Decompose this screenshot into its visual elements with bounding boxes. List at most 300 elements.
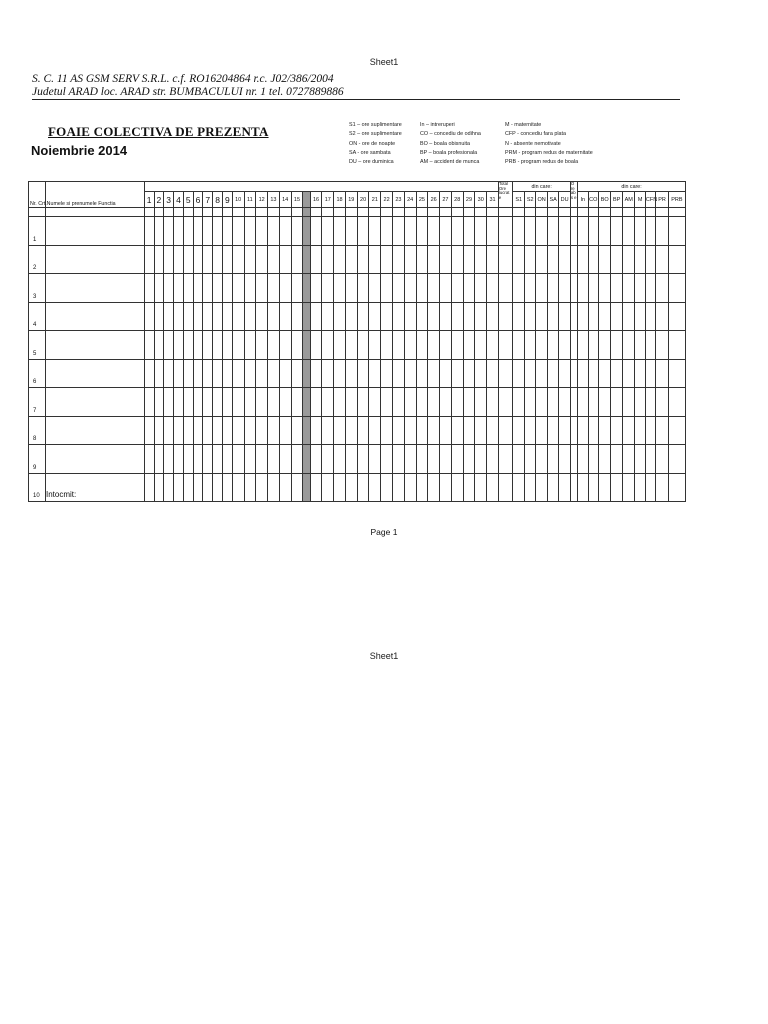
grid-cell [203, 445, 213, 474]
grid-cell [428, 388, 440, 417]
grid-cell [578, 473, 588, 502]
grid-cell [536, 416, 547, 445]
grid-cell [279, 274, 291, 303]
grid-cell [598, 473, 611, 502]
grid-cell [404, 331, 416, 360]
grid-cell [656, 445, 669, 474]
grid-cell [268, 388, 280, 417]
grid-cell [416, 388, 428, 417]
grid-cell [611, 359, 622, 388]
grid-cell [369, 331, 381, 360]
grid-cell [232, 302, 244, 331]
grid-cell [144, 245, 154, 274]
grid-cell [256, 473, 268, 502]
grid-cell [451, 388, 463, 417]
grid-cell [154, 208, 164, 217]
grid-cell [345, 445, 357, 474]
grid-cell [268, 208, 280, 217]
grid-cell [345, 274, 357, 303]
grid-cell [547, 274, 558, 303]
grid-cell [244, 302, 256, 331]
grid-cell [475, 208, 487, 217]
row-number: 3 [29, 274, 46, 303]
grid-cell [310, 416, 322, 445]
table-row [29, 416, 686, 445]
grid-cell [164, 416, 174, 445]
grid-cell [345, 208, 357, 217]
grid-cell [668, 331, 685, 360]
grid-cell [570, 388, 577, 417]
grid-cell [203, 388, 213, 417]
day-header: 11 [244, 192, 256, 208]
grid-cell [291, 274, 303, 303]
legend-column-3 [505, 121, 593, 167]
grid-cell [547, 416, 558, 445]
day-header: 20 [357, 192, 369, 208]
grid-cell [524, 473, 535, 502]
absence-header: CFN [645, 192, 655, 208]
grid-cell [463, 473, 475, 502]
grid-cell [154, 274, 164, 303]
day-header: 19 [345, 192, 357, 208]
grid-cell [513, 331, 524, 360]
legend-item: CFP - concediu fara plata [505, 131, 567, 138]
grid-cell [268, 217, 280, 246]
grid-cell [513, 217, 524, 246]
grid-cell [559, 302, 570, 331]
grid-cell [463, 302, 475, 331]
grid-cell [524, 388, 535, 417]
grid-cell [154, 359, 164, 388]
grid-cell [369, 416, 381, 445]
grid-cell [559, 473, 570, 502]
grid-cell [154, 388, 164, 417]
day-header: 28 [451, 192, 463, 208]
grid-cell [203, 217, 213, 246]
grid-cell [463, 445, 475, 474]
grid-cell [611, 217, 622, 246]
grid-cell [598, 416, 611, 445]
legend-item: S2 – ore suplimentare [349, 131, 402, 138]
grid-cell [369, 302, 381, 331]
grid-cell [322, 331, 334, 360]
grid-cell [416, 445, 428, 474]
day-header: 5 [183, 192, 193, 208]
grid-cell [164, 445, 174, 474]
grid-cell [645, 416, 655, 445]
legend-item: BP – boala profesionala [420, 149, 478, 156]
grid-cell [393, 359, 405, 388]
day-header: 26 [428, 192, 440, 208]
grid-cell [513, 416, 524, 445]
grid-cell [635, 473, 645, 502]
grid-cell [598, 217, 611, 246]
grid-cell [498, 302, 513, 331]
grid-cell [559, 331, 570, 360]
grid-cell [222, 302, 232, 331]
grid-cell [213, 359, 223, 388]
grid-cell [291, 208, 303, 217]
grid-cell [622, 359, 635, 388]
grid-cell [656, 388, 669, 417]
day-header: 1 [144, 192, 154, 208]
legend-item: M - maternitate [505, 122, 542, 128]
grid-cell [213, 208, 223, 217]
grid-cell [487, 208, 499, 217]
day-header: 29 [463, 192, 475, 208]
grid-cell [498, 445, 513, 474]
grid-cell [578, 445, 588, 474]
grid-cell [547, 217, 558, 246]
grid-cell [183, 416, 193, 445]
grid-cell [256, 245, 268, 274]
grid-cell [183, 302, 193, 331]
grid-cell [475, 217, 487, 246]
column-header-overtime-group: din care: [513, 182, 570, 192]
grid-cell [193, 217, 203, 246]
grid-cell [213, 473, 223, 502]
grid-cell [164, 473, 174, 502]
day-header: 22 [381, 192, 393, 208]
day-header: 4 [174, 192, 184, 208]
grid-cell [440, 416, 452, 445]
grid-cell [193, 473, 203, 502]
grid-cell [668, 217, 685, 246]
grid-cell [656, 359, 669, 388]
grid-cell [656, 274, 669, 303]
grid-cell [487, 416, 499, 445]
grid-cell [668, 302, 685, 331]
grid-cell [345, 416, 357, 445]
absence-header: BP [611, 192, 622, 208]
grid-cell [222, 473, 232, 502]
grid-cell [144, 331, 154, 360]
grid-cell [144, 302, 154, 331]
grid-cell [222, 217, 232, 246]
overtime-header: DU [559, 192, 570, 208]
grid-cell [559, 274, 570, 303]
grid-cell [322, 473, 334, 502]
grid-cell [381, 331, 393, 360]
grid-cell [498, 331, 513, 360]
grid-cell [498, 388, 513, 417]
grid-cell [498, 245, 513, 274]
grid-cell [513, 245, 524, 274]
day-header: 10 [232, 192, 244, 208]
grid-cell [611, 245, 622, 274]
grid-cell [193, 416, 203, 445]
table-row [29, 388, 686, 417]
grid-cell [222, 331, 232, 360]
grid-cell [381, 359, 393, 388]
legend-item: N - absente nemotivate [505, 140, 561, 147]
grid-cell [222, 445, 232, 474]
grid-cell [570, 274, 577, 303]
grid-cell [268, 245, 280, 274]
grid-cell [322, 274, 334, 303]
grid-cell [345, 245, 357, 274]
grid-cell [645, 274, 655, 303]
grid-cell [357, 274, 369, 303]
grid-cell [381, 473, 393, 502]
grid-cell [440, 208, 452, 217]
grid-cell [322, 388, 334, 417]
grid-cell [29, 208, 46, 217]
row-number: 6 [29, 359, 46, 388]
grid-cell [656, 331, 669, 360]
legend-item: PRM - program redus de maternitate [505, 149, 593, 156]
grid-cell [193, 445, 203, 474]
grid-cell [203, 331, 213, 360]
grid-cell [656, 302, 669, 331]
grid-cell [547, 302, 558, 331]
day-header: 9 [222, 192, 232, 208]
grid-cell [369, 245, 381, 274]
legend-item: BO – boala obisnuita [420, 140, 471, 147]
grid-cell [222, 359, 232, 388]
grid-cell [536, 331, 547, 360]
grid-cell [222, 388, 232, 417]
grid-cell [428, 208, 440, 217]
day-header: 14 [279, 192, 291, 208]
grid-cell [487, 302, 499, 331]
grid-cell [310, 445, 322, 474]
grid-cell [291, 217, 303, 246]
grid-cell [256, 359, 268, 388]
day-header: 13 [268, 192, 280, 208]
day-header: 18 [334, 192, 346, 208]
grid-cell [144, 473, 154, 502]
grid-cell [154, 245, 164, 274]
grid-cell [668, 274, 685, 303]
grid-cell [547, 245, 558, 274]
grid-cell [524, 331, 535, 360]
grid-cell [536, 473, 547, 502]
grid-cell [598, 445, 611, 474]
grid-cell [357, 331, 369, 360]
grid-cell [322, 302, 334, 331]
grid-cell [334, 208, 346, 217]
separator-column [303, 388, 310, 417]
row-number: 10 [29, 473, 46, 502]
grid-cell [268, 331, 280, 360]
separator-column [303, 473, 310, 502]
grid-cell [369, 445, 381, 474]
grid-cell [244, 416, 256, 445]
grid-cell [578, 359, 588, 388]
grid-cell [416, 331, 428, 360]
grid-cell [183, 388, 193, 417]
grid-cell [559, 388, 570, 417]
grid-cell [440, 245, 452, 274]
grid-cell [193, 245, 203, 274]
grid-cell [598, 388, 611, 417]
grid-cell [598, 208, 611, 217]
absence-header: BO [598, 192, 611, 208]
table-row [29, 359, 686, 388]
separator-column [303, 245, 310, 274]
grid-cell [232, 388, 244, 417]
grid-cell [357, 388, 369, 417]
grid-cell [357, 416, 369, 445]
grid-cell [578, 331, 588, 360]
grid-cell [440, 445, 452, 474]
grid-cell [164, 388, 174, 417]
sheet-name-bottom: Sheet1 [369, 651, 399, 661]
grid-cell [475, 331, 487, 360]
grid-cell [656, 245, 669, 274]
day-header: 30 [475, 192, 487, 208]
grid-cell [440, 359, 452, 388]
grid-cell [559, 217, 570, 246]
grid-cell [598, 359, 611, 388]
grid-cell [463, 208, 475, 217]
grid-cell [536, 245, 547, 274]
grid-cell [463, 359, 475, 388]
grid-cell [475, 473, 487, 502]
grid-cell [570, 208, 577, 217]
grid-cell [645, 217, 655, 246]
grid-cell [164, 245, 174, 274]
grid-cell [232, 217, 244, 246]
table-row [29, 274, 686, 303]
grid-cell [404, 359, 416, 388]
grid-cell [291, 359, 303, 388]
grid-cell [524, 245, 535, 274]
grid-cell [144, 445, 154, 474]
legend-item: S1 – ore suplimentare [349, 122, 402, 128]
grid-cell [174, 331, 184, 360]
grid-cell [183, 245, 193, 274]
grid-cell [268, 302, 280, 331]
grid-cell [310, 331, 322, 360]
grid-cell [310, 208, 322, 217]
grid-cell [174, 473, 184, 502]
grid-cell [451, 274, 463, 303]
separator-column [303, 274, 310, 303]
employee-name-cell [45, 388, 144, 417]
grid-cell [213, 245, 223, 274]
separator-column [303, 331, 310, 360]
grid-cell [203, 359, 213, 388]
grid-cell [381, 445, 393, 474]
grid-cell [334, 217, 346, 246]
grid-cell [463, 331, 475, 360]
legend-item: AM – accident de munca [420, 159, 480, 166]
grid-cell [475, 274, 487, 303]
legend-item: PRB - program redus de boala [505, 159, 579, 166]
grid-cell [193, 359, 203, 388]
grid-cell [174, 416, 184, 445]
grid-cell [611, 274, 622, 303]
grid-cell [536, 359, 547, 388]
grid-cell [232, 274, 244, 303]
grid-cell [588, 208, 598, 217]
grid-cell [183, 217, 193, 246]
grid-cell [279, 302, 291, 331]
grid-cell [154, 416, 164, 445]
grid-cell [622, 416, 635, 445]
grid-cell [310, 274, 322, 303]
grid-cell [193, 331, 203, 360]
day-header: 16 [310, 192, 322, 208]
grid-cell [463, 217, 475, 246]
grid-cell [174, 217, 184, 246]
grid-cell [334, 388, 346, 417]
grid-cell [322, 359, 334, 388]
grid-cell [513, 445, 524, 474]
absence-header: CO [588, 192, 598, 208]
grid-cell [513, 208, 524, 217]
grid-cell [622, 331, 635, 360]
grid-cell [291, 445, 303, 474]
grid-cell [611, 208, 622, 217]
grid-cell [268, 473, 280, 502]
grid-cell [611, 445, 622, 474]
grid-cell [268, 445, 280, 474]
grid-cell [440, 331, 452, 360]
grid-cell [451, 245, 463, 274]
grid-cell [645, 388, 655, 417]
grid-cell [475, 388, 487, 417]
grid-cell [381, 217, 393, 246]
grid-cell [174, 208, 184, 217]
grid-cell [345, 331, 357, 360]
grid-cell [428, 445, 440, 474]
grid-cell [428, 473, 440, 502]
grid-cell [369, 359, 381, 388]
grid-cell [622, 388, 635, 417]
grid-cell [668, 416, 685, 445]
grid-cell [381, 416, 393, 445]
grid-cell [578, 388, 588, 417]
grid-cell [559, 208, 570, 217]
grid-cell [334, 445, 346, 474]
grid-cell [203, 208, 213, 217]
grid-cell [279, 331, 291, 360]
grid-cell [345, 217, 357, 246]
row-number: 5 [29, 331, 46, 360]
grid-cell [393, 473, 405, 502]
grid-cell [416, 208, 428, 217]
grid-cell [404, 217, 416, 246]
grid-cell [203, 302, 213, 331]
grid-cell [310, 302, 322, 331]
day-header: 24 [404, 192, 416, 208]
grid-cell [547, 388, 558, 417]
grid-cell [345, 473, 357, 502]
column-header-absence-group: din care: [578, 182, 686, 192]
grid-cell [440, 473, 452, 502]
absence-header: In [578, 192, 588, 208]
grid-cell [404, 445, 416, 474]
grid-cell [487, 217, 499, 246]
grid-cell [513, 473, 524, 502]
grid-cell [463, 245, 475, 274]
legend-column-2 [420, 121, 481, 167]
grid-cell [524, 208, 535, 217]
grid-cell [635, 208, 645, 217]
grid-cell [164, 331, 174, 360]
grid-cell [322, 416, 334, 445]
grid-cell [213, 331, 223, 360]
grid-cell [635, 245, 645, 274]
grid-cell [487, 245, 499, 274]
grid-cell [203, 274, 213, 303]
row-number: 8 [29, 416, 46, 445]
grid-cell [547, 331, 558, 360]
grid-cell [656, 217, 669, 246]
